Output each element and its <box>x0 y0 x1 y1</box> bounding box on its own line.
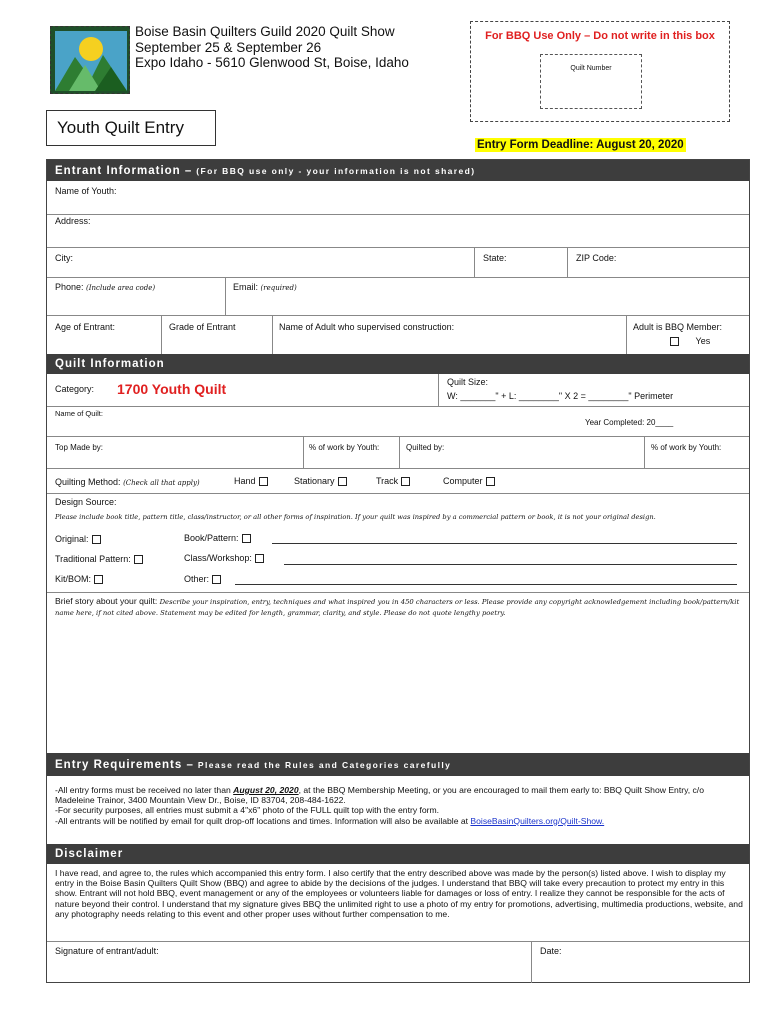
quilting-method-label <box>55 477 200 487</box>
date-field[interactable]: Date: <box>540 946 562 956</box>
member-yes-checkbox[interactable] <box>670 337 679 346</box>
email-field[interactable] <box>233 282 297 292</box>
book-pattern-line[interactable] <box>272 543 737 544</box>
address-field[interactable]: Address: <box>55 216 91 226</box>
requirement-date: August 20, 2020 <box>233 785 299 795</box>
other-option[interactable] <box>184 574 221 584</box>
year-completed-field[interactable]: Year Completed: 20____ <box>585 418 674 427</box>
traditional-label: Traditional Pattern: <box>55 554 131 564</box>
entry-form <box>46 159 750 983</box>
method-track-option[interactable] <box>376 476 410 486</box>
quilt-heading: Quilt Information <box>55 358 165 370</box>
bbq-use-only-box <box>470 21 730 122</box>
brief-story-field[interactable] <box>55 596 743 618</box>
book-pattern-checkbox[interactable] <box>242 534 251 543</box>
category-label: Category: <box>55 384 95 394</box>
form-title: Youth Quilt Entry <box>46 110 216 146</box>
original-option[interactable] <box>55 534 101 544</box>
class-workshop-option[interactable] <box>184 553 264 563</box>
show-header <box>135 24 409 71</box>
phone-field[interactable] <box>55 282 155 292</box>
header-line1: Boise Basin Quilters Guild 2020 Quilt Show <box>135 24 395 39</box>
requirements-heading: Entry Requirements – <box>55 758 194 771</box>
entrant-heading: Entrant Information – <box>55 164 193 177</box>
quilted-pct-youth-field[interactable]: % of work by Youth: <box>651 443 722 452</box>
phone-note: (Include area code) <box>86 284 156 292</box>
disclaimer-text: I have read, and agree to, the rules which accompanied this entry form. I also certify that the entry described above was made by the person(s) listed above. I wish to display my entry in the Boise Basin Quilters Quilt Show (BBQ) and agree to abide by the decisions of the judges. I understand that BBQ will take every precaution to protect my entry in this show. Entrant will not hold BBQ, event management or any of the employees or volunteers liable for damages or loss of entry. I realize they cannot be responsible for the acts of nature beyond their control. I understand that my signature gives BBQ the unlimited right to use a photo of my entry for promotions, advertising, multimedia productions, website, and any photography needs relating to this event and other proper uses without further compensation to me. <box>55 868 743 919</box>
entrant-subheading: (For BBQ use only - your information is not shared) <box>196 165 476 176</box>
story-note: Describe your inspiration, entry, techniques and what inspired you in 450 characters or less. Please provide any copyright acknowledgement including book/pattern/kit name here, if not cited above. Statement may be edited for length, grammar, clarity, and style. Please do not quote lengthy poetry. <box>55 598 740 618</box>
age-field[interactable]: Age of Entrant: <box>55 322 116 332</box>
quilt-size-label: Quilt Size: <box>447 377 489 387</box>
email-label: Email: <box>233 282 259 292</box>
top-made-by-field[interactable]: Top Made by: <box>55 443 104 452</box>
quilt-number-box <box>540 54 642 109</box>
category-value: 1700 Youth Quilt <box>117 381 227 397</box>
method-stationary-option[interactable] <box>294 476 347 486</box>
hand-label: Hand <box>234 476 256 486</box>
stationary-checkbox[interactable] <box>338 477 347 486</box>
requirements-subheading: Please read the Rules and Categories carefully <box>197 759 452 770</box>
quilt-name-field[interactable]: Name of Quilt: <box>55 409 103 418</box>
original-checkbox[interactable] <box>92 535 101 544</box>
design-source-note: Please include book title, pattern title, class/instructor, or all other forms of inspiration. If your quilt was inspired by a commercial pattern or book, it is not your original design. <box>55 513 656 521</box>
method-hand-option[interactable] <box>234 476 268 486</box>
requirement-deadline: -All entry forms must be received no later than August 20, 2020, at the BBQ Membership Meeting, or you are encouraged to mail them early to: BBQ Quilt Show Entry, c/o Madeleine Trainor, 3400 Mountain View Dr., Boise, ID 83704, 208-484-1622. <box>55 785 704 806</box>
traditional-checkbox[interactable] <box>134 555 143 564</box>
stationary-label: Stationary <box>294 476 335 486</box>
guild-logo <box>50 26 130 94</box>
requirement-photo: -For security purposes, all entries must submit a 4"x6" photo of the FULL quilt top with the entry form. <box>55 805 440 816</box>
bbq-member-label: Adult is BBQ Member: <box>633 322 723 332</box>
book-pattern-label: Book/Pattern: <box>184 533 239 543</box>
story-label: Brief story about your quilt: <box>55 596 158 606</box>
kit-bom-label: Kit/BOM: <box>55 574 92 584</box>
bbq-box-title: For BBQ Use Only – Do not write in this box <box>485 30 715 42</box>
class-workshop-line[interactable] <box>284 564 737 565</box>
name-of-youth-field[interactable]: Name of Youth: <box>55 186 117 196</box>
top-pct-youth-field[interactable]: % of work by Youth: <box>309 443 380 452</box>
method-computer-option[interactable] <box>443 476 495 486</box>
quilt-number-label: Quilt Number <box>570 65 612 72</box>
adult-name-field[interactable]: Name of Adult who supervised construction: <box>279 322 455 332</box>
requirements-text <box>55 785 743 826</box>
phone-label: Phone: <box>55 282 84 292</box>
track-checkbox[interactable] <box>401 477 410 486</box>
method-label: Quilting Method: <box>55 477 121 487</box>
signature-field[interactable]: Signature of entrant/adult: <box>55 946 159 956</box>
member-yes-label: Yes <box>695 336 711 346</box>
zip-field[interactable]: ZIP Code: <box>576 253 617 263</box>
disclaimer-section-header <box>47 844 749 864</box>
email-note: (required) <box>260 284 297 292</box>
method-note: (Check all that apply) <box>123 479 200 487</box>
traditional-option[interactable] <box>55 554 143 564</box>
city-field[interactable]: City: <box>55 253 73 263</box>
quilt-section-header <box>47 354 749 374</box>
quilt-size-field[interactable]: W: _______" + L: ________" X 2 = ________" Perimeter <box>447 391 674 401</box>
computer-checkbox[interactable] <box>486 477 495 486</box>
member-yes-option[interactable] <box>667 336 710 346</box>
book-pattern-option[interactable] <box>184 533 251 543</box>
quilt-show-link[interactable]: BoiseBasinQuilters.org/Quilt-Show. <box>470 815 605 826</box>
header-line2: September 25 & September 26 <box>135 39 322 55</box>
disclaimer-heading: Disclaimer <box>55 848 124 860</box>
kit-bom-option[interactable] <box>55 574 103 584</box>
track-label: Track <box>376 476 399 486</box>
hand-checkbox[interactable] <box>259 477 268 486</box>
requirement-notify: -All entrants will be notified by email for quilt drop-off locations and times. Information will also be available at BoiseBasinQuilters.org/Quilt-Show. <box>55 815 605 826</box>
computer-label: Computer <box>443 476 483 486</box>
class-workshop-checkbox[interactable] <box>255 554 264 563</box>
header-line3: Expo Idaho - 5610 Glenwood St, Boise, Idaho <box>135 55 409 70</box>
original-label: Original: <box>55 534 89 544</box>
class-workshop-label: Class/Workshop: <box>184 553 252 563</box>
design-source-label: Design Source: <box>55 497 117 507</box>
other-checkbox[interactable] <box>212 575 221 584</box>
entry-deadline: Entry Form Deadline: August 20, 2020 <box>477 139 684 151</box>
other-line[interactable] <box>235 584 737 585</box>
state-field[interactable]: State: <box>483 253 507 263</box>
requirements-section-header <box>47 753 749 776</box>
other-label: Other: <box>184 574 210 584</box>
quilted-by-field[interactable]: Quilted by: <box>406 443 445 452</box>
entrant-section-header <box>47 160 749 181</box>
grade-field[interactable]: Grade of Entrant <box>169 322 236 332</box>
mountain-logo-icon <box>51 27 130 94</box>
kit-bom-checkbox[interactable] <box>94 575 103 584</box>
